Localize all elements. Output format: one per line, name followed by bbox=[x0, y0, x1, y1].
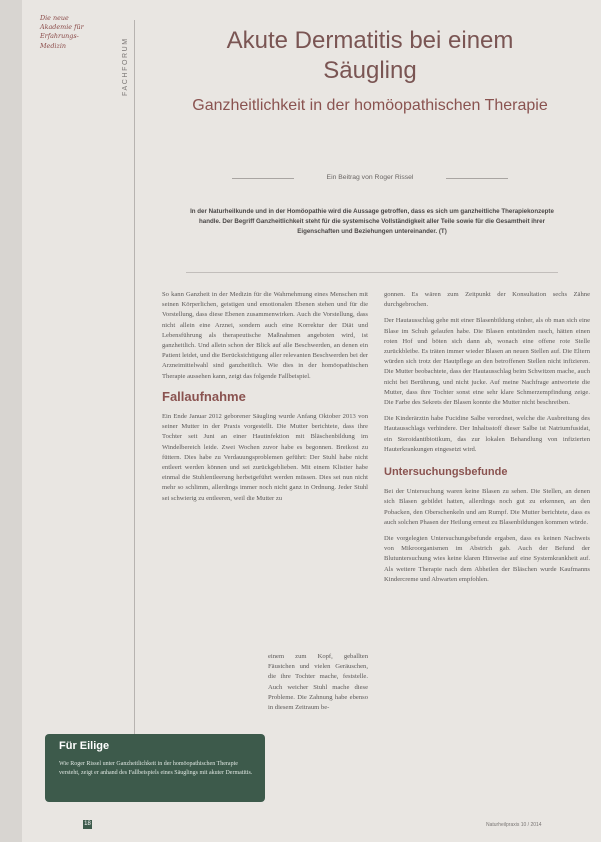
paragraph: Die Kinderärztin habe Fucidine Salbe verordnet, welche die Ausbreitung des Hautausschlags verhindere. Der Inhaltsstoff dieser Salbe ist Natriumfusidat, ein Steroidantibiotikum, das zur lokalen Behandlung von infizierten Hauterkrankungen eingesetzt wird. bbox=[384, 415, 590, 453]
logo-line: Akademie für bbox=[40, 23, 84, 32]
teaser-divider bbox=[186, 272, 558, 273]
summary-heading: Für Eilige bbox=[59, 740, 110, 752]
byline: Ein Beitrag von Roger Rissel bbox=[326, 174, 414, 181]
page-number: 18 bbox=[84, 821, 91, 827]
article-subtitle: Ganzheitlichkeit in der homöopathischen Therapie bbox=[192, 97, 548, 114]
left-column bbox=[162, 290, 368, 510]
summary-text: Wie Roger Rissel unter Ganzheitlichkeit in der homöopathischen Therapie versteht, zeigt er anhand des Fallbeispiels eines Säuglings mit akuter Dermatitis. bbox=[59, 761, 253, 776]
logo-line: Die neue bbox=[40, 14, 69, 22]
section-heading-fallaufnahme: Fallaufnahme bbox=[162, 388, 246, 404]
section-label: FACHFORUM bbox=[122, 37, 129, 96]
vertical-divider bbox=[134, 20, 135, 790]
page-spine bbox=[0, 0, 22, 842]
paragraph: Die vorgelegten Untersuchungsbefunde ergaben, dass es keinen Nachweis von Mikroorganismen im Abstrich gab. Auch der Befund der Blutuntersuchung wies keine klaren Hinweise auf eine Systemkrankheit auf. Als weitere Therapie nach dem Abheilen der Bläschen wurde Kaufmanns Kindercreme und Abwarten empfohlen. bbox=[384, 535, 590, 583]
section-heading-untersuchungsbefunde: Untersuchungsbefunde bbox=[384, 466, 508, 479]
summary-box bbox=[45, 734, 265, 802]
teaser-text: In der Naturheilkunde und in der Homöopathie wird die Aussage getroffen, dass es sich um ganzheitliche Therapiekonzepte handle. Der Begriff Ganzheitlichkeit steht für die systemische Vollständigkeit aller Teile sowie für die Gesamtheit ihrer Eigenschaften und Beziehungen untereinander. (T) bbox=[190, 208, 554, 236]
paragraph: Der Hautausschlag gehe mit einer Blasenbildung einher, als ob man sich eine Blase im Schuh gelaufen habe. Die Blasen entstünden rasch, hätten einen roten Hof und böten sich dann ab, wonach eine offene rote Stelle zurückbleibe. Es träten immer wieder Blasen an neuen Stellen auf. Die Eltern würden sich trotz der Hautpflege an den betroffenen Stellen nicht infizieren. Die Mutter beobachtete, dass der Hautausschlag beim Schwitzen mache, auch nicht bei Berührung, und nicht jucke. Auf meine Nachfrage antwortete die Mutter, dass ihre Tochter sonst eine sehr klare Schmerzempfindung zeige. Die Farbe des Sekrets der Blasen konnte die Mutter nicht beschreiben. bbox=[384, 317, 590, 407]
case-paragraph: Ein Ende Januar 2012 geborener Säugling wurde Anfang Oktober 2013 von seiner Mutter in der Praxis vorgestellt. Die Mutter berichtete, dass ihre Tochter seit Juni an einer Hautinfektion mit Bläschenbildung im Windelbereich leide. Zwei Wochen zuvor habe es begonnen. Breikost zu füttern. Dies habe zu Verdauungsproblemen geführt: Der Stuhl habe nicht entleert werden können und sei zurückgeblieben. Mit einem Klistier habe einmal die Stuhlentleerung herbeigeführt werden müssen. Dies sei nun nicht mehr so schlimm, allerdings immer noch nicht ganz in Ordnung. Jeder Stuhl sei schwierig zu entleeren, weil die Mutter zu bbox=[162, 413, 368, 502]
intro-paragraph: So kann Ganzheit in der Medizin für die Wahrnehmung eines Menschen mit seinen Körperlichen, geistigen und emotionalen Ebenen stehen und für die Vorstellung, dass diese Ebenen zusammenwirken. Auch die Vorstellung, dass nicht allein eine Arznei, sondern auch eine Korrektur der Diät und Lebensführung als therapeutische Maßnahmen angeboten wird, ist ganzheitlich. Und allein schon der Blick auf alle Beschwerden, an denen ein Patient leidet, und die Berücksichtigung aller relevanten Beschwerden bei der Arzneimittelwahl sind ganzheitlich. Wie dies in der homöopathischen Therapie aussehen kann, zeigt das folgende Fallbeispiel. bbox=[162, 291, 368, 380]
publisher-logo bbox=[40, 14, 118, 51]
byline-rule-right bbox=[446, 178, 508, 179]
paragraph: gonnen. Es wären zum Zeitpunkt der Konsultation sechs Zähne durchgebrochen. bbox=[384, 291, 590, 309]
article-title: Akute Dermatitis bei einem Säugling bbox=[226, 27, 514, 84]
logo-line: Erfahrungs- bbox=[40, 32, 79, 41]
footer-issue: Naturheilpraxis 10 / 2014 bbox=[486, 822, 542, 828]
continuation-text bbox=[268, 652, 368, 713]
right-column bbox=[384, 290, 590, 591]
logo-line: Medizin bbox=[40, 41, 66, 50]
continuation-paragraph: einem zum Kopf, geballten Fäustchen und vielen Geräuschen, die ihre Tochter mache, feststelle. Auch weicher Stuhl mache diese Probleme. Die Zahnung habe ebenso in diesem Zeitraum be- bbox=[268, 653, 368, 712]
paragraph: Bei der Untersuchung waren keine Blasen zu sehen. Die Stellen, an denen sich Blasen gebildet hatten, allerdings noch gut zu erkennen, an den Pobacken, den Oberschenkeln und am Rumpf. Die Mutter berichtete, dass es auch solchen Phasen der Heilung erneut zu Blasenbildungen kommen würde. bbox=[384, 488, 590, 526]
